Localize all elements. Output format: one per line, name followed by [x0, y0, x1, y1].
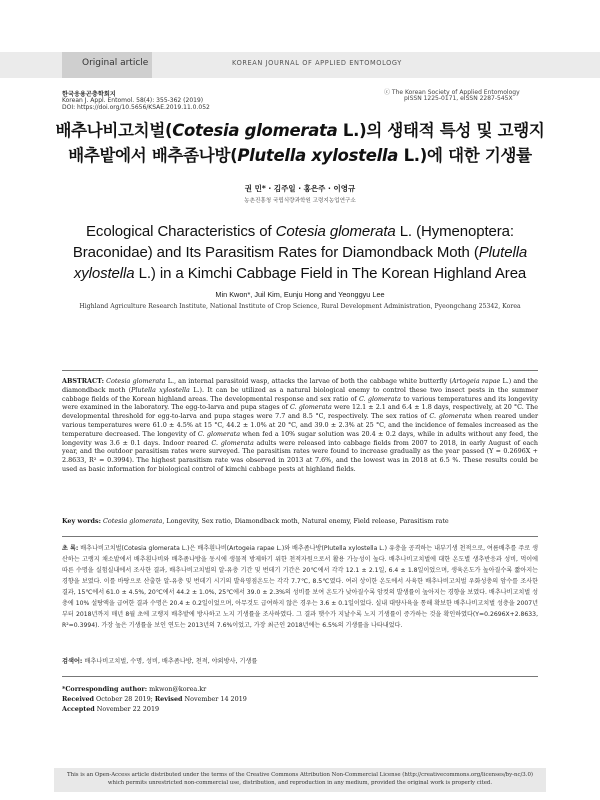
divider: [62, 676, 538, 677]
correspondence-info: *Corresponding author: mkwon@korea.kr Received October 28 2019; Revised November 14 2019 Accepted November 22 2019: [62, 685, 247, 713]
article-type-label: Original article: [82, 58, 149, 68]
abstract: ABSTRACT: Cotesia glomerata L., an internal parasitoid wasp, attacks the larvae of both the cabbage white butterfly (Artogeia rapae L.) and the diamondback moth (Plutella xylostella L.). It can be utilized as a natural biological enemy to control these two insect pests in the summer cabbage fields of the Korean highland areas. The developmental response and sex ratio of C. glomerata to various temperatures and its longevity were examined in the laboratory. The egg-to-larva and pupa stages of C. glomerata were 12.1 ± 2.1 and 6.4 ± 1.8 days, respectively, at 20 °C. The developmental threshold for egg-to-larva and pupa stages were 7.7 and 8.5 °C, respectively. The sex ratios of C. glomerata when reared under various temperatures were 61.0 ± 4.5% at 15 °C, 44.2 ± 1.0% at 20 °C, and 39.0 ± 2.3% at 25 °C, and the incidence of females increased as the temperature decreased. The longevity of C. glomerata when fed a 10% sugar solution was 20.4 ± 0.2 days, while in adults without any feed, the longevity was 3.6 ± 0.1 days. Indoor reared C. glomerata adults were released into cabbage fields from 2007 to 2018, in early August of each year, and the outdoor parasitism rates were surveyed. The parasitism rates were found to increase gradually as the year passed (Y = 0.2696X + 2.8633, R² = 0.3994). The highest parasitism rate was observed in 2013 at 7.6%, and the lowest was in 2018 at 6.5 %. These results could be used as basic information for biological control of kimchi cabbage pests at highland fields.: [62, 377, 539, 473]
keywords-korean-label: 검색어:: [62, 658, 83, 665]
issn-info: pISSN 1225-0171, eISSN 2287-545X: [404, 95, 513, 102]
affiliation-english: Highland Agriculture Research Institute, National Institute of Crop Science, Rural Development Administration, Pyeongchang 25342, Korea: [79, 303, 521, 310]
authors-korean: 권 민* · 김주일 · 홍은주 · 이영규: [244, 184, 356, 193]
copyright-notice: ⓒ The Korean Society of Applied Entomology: [384, 89, 520, 96]
title-english: Ecological Characteristics of Cotesia glomerata L. (Hymenoptera: Braconidae) and Its Parasitism Rates for Diamondback Moth (Plutella xylostella L.) in a Kimchi Cabbage Field in The Korean Highland Area: [72, 223, 528, 282]
abstract-label: ABSTRACT:: [62, 377, 104, 385]
divider: [62, 536, 538, 537]
author-email[interactable]: mkwon@korea.kr: [147, 685, 207, 693]
open-access-notice: This is an Open-Access article distributed under the terms of the Creative Commons Attribution Non-Commercial License (http://creativecommons.org/licenses/by-nc/3.0) which permits unrestricted non-commercial use, distribution, and reproduction in any medium, provided the original work is properly cited.: [67, 772, 533, 786]
keywords: Key words: Cotesia glomerata, Longevity, Sex ratio, Diamondback moth, Natural enemy, Field release, Parasitism rate: [62, 517, 449, 525]
species-name: Cotesia glomerata: [172, 121, 338, 140]
species-name: Plutella xylostella: [237, 146, 399, 165]
journal-name: KOREAN JOURNAL OF APPLIED ENTOMOLOGY: [232, 59, 402, 67]
keywords-label: Key words:: [62, 517, 101, 525]
authors-english: Min Kwon*, Juil Kim, Eunju Hong and Yeonggyu Lee: [215, 290, 385, 299]
journal-name-korean: 한국응용곤충학회지: [62, 91, 116, 98]
abstract-korean: 초 록: 배추나비고치벌(Cotesia glomerata L.)은 배추흰나비(Artogeia rapae L.)와 배추좀나방(Plutella xylostella L.) 유충을 공격하는 내부기생 천적으로, 여름배추를 주로 생산하는 고랭지 채소밭에서 배추흰나비와 배추좀나방을 동시에 생물적 방제하기 위한 천적자원으로서 활용 가능성이 높다. 배추나비고치벌에 대한 온도별 생추반응과 성비, 먹이에 따른 수명을 실험실내에서 조사한 결과, 배추나비고치벌의 알-유충 기간 및 번데기 기간은 20℃에서 각각 12.1 ± 2.1일, 6.4 ± 1.8일이었으며, 생육온도가 높아질수록 짧아지는 경향을 보였다. 이를 바탕으로 산출한 알-유충 및 번데기 시기의 발육영점온도는 각각 7.7℃, 8.5℃였다. 여러 상이한 온도에서 사육한 배추나비고치벌 우화성충의 암수를 조사한 결과, 15℃에서 61.0 ± 4.5%, 20℃에서 44.2 ± 1.0%, 25℃에서 39.0 ± 2.3%의 성비를 보여 온도가 낮아질수록 암컷의 발생률이 높아지는 경향을 보였다. 배추나비고치벌 성충에 10% 설탕액을 급여한 결과 수명은 20.4 ± 0.2일이었으며, 아무것도 급여하지 않은 경우는 3.6 ± 0.1일이었다. 실내 대량사육을 통해 확보한 배추나비고치벌 성충을 2007년부터 2018년까지 매년 8월 초에 고랭지 배추밭에 방사하고 노지 기생률을 조사하였다. 그 결과 햇수가 지날수록 노지 기생률이 증가하는 것을 확인하였다(Y=0.2696X+2.8633, R²=0.3994). 가장 높은 기생률을 보인 연도는 2013년의 7.6%이었고, 가장 최근인 2018년에는 6.5%의 기생률을 나타내었다.: [62, 545, 538, 629]
corresponding-author-label: *Corresponding author:: [62, 685, 148, 693]
species-name: Cotesia glomerata: [275, 223, 396, 240]
species-name: Plutella xylostella: [73, 244, 528, 282]
affiliation-korean: 농촌진흥청 국립식량과학원 고령지농업연구소: [244, 198, 356, 204]
divider: [62, 370, 538, 371]
doi-link[interactable]: DOI: https://doi.org/10.5656/KSAE.2019.11.0.052: [62, 104, 210, 111]
abstract-korean-label: 초 록:: [62, 545, 79, 552]
journal-citation: Korean J. Appl. Entomol. 58(4): 355-362 (2019): [62, 97, 204, 104]
title-korean: 배추나비고치벌(Cotesia glomerata L.)의 생태적 특성 및 고랭지 배추밭에서 배추좀나방(Plutella xylostella L.)에 대한 기생률: [55, 121, 545, 165]
keywords-korean: 검색어: 배추나비고치벌, 수명, 성비, 배추좀나방, 천적, 야외방사, 기생률: [62, 658, 258, 665]
